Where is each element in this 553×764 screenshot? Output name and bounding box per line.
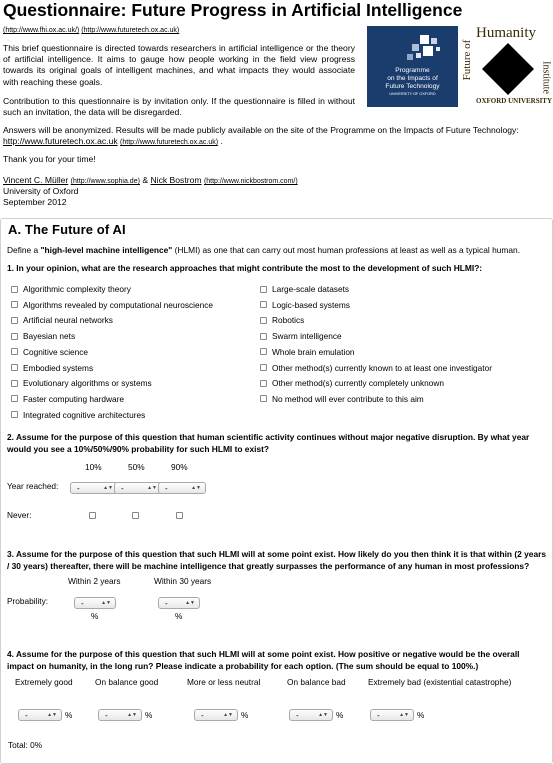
- q1-right-option[interactable]: [260, 299, 350, 311]
- q2-never-90-checkbox[interactable]: [176, 512, 183, 519]
- intro-text: This brief questionnaire is directed towards researchers in artificial intelligence or the theory of artificial intelligence. It aims to gauge how people working in the field view progress towards its original goals of intelligent machines, and what impacts they would associate with reaching these goals.: [3, 43, 355, 87]
- q1-left-option[interactable]: [11, 409, 145, 421]
- q4-col-balance-bad: On balance bad: [287, 677, 346, 687]
- q4-select-balance-bad[interactable]: - ▲▼: [289, 709, 333, 721]
- question-4: 4. Assume for the purpose of this question that such HLMI will at some point exist. How positive or negative would be the overall impact on humanity, in the long run? Please indicate a probability for each option. (The sum should be equal to 100%.): [7, 649, 520, 671]
- q4-select-extremely-good[interactable]: - ▲▼: [18, 709, 62, 721]
- author2-link[interactable]: (http://www.nickbostrom.com/): [203, 178, 298, 185]
- q1-left-option[interactable]: [11, 299, 213, 311]
- q1-right-label: Whole brain emulation: [272, 346, 355, 357]
- q1-left-checkbox[interactable]: [11, 411, 18, 418]
- q1-right-label: Logic-based systems: [272, 299, 350, 310]
- q3-pct-30years: %: [175, 611, 183, 621]
- q1-left-label: Algorithms revealed by computational neuroscience: [23, 299, 214, 310]
- futuretech-main-link[interactable]: http://www.futuretech.ox.ac.uk: [3, 136, 118, 147]
- futuretech-link[interactable]: (http://www.futuretech.ox.ac.uk): [81, 27, 180, 34]
- q2-row-year-label: Year reached:: [7, 481, 59, 491]
- q3-select-2years[interactable]: - ▲▼: [74, 597, 116, 609]
- q1-left-label: Bayesian nets: [23, 331, 76, 342]
- q4-total: Total: 0%: [8, 740, 43, 750]
- fhi-oxford-text: OXFORD UNIVERSITY: [476, 97, 553, 105]
- section-a: [0, 218, 553, 764]
- fhi-logo: [462, 26, 551, 110]
- q3-col-30years: Within 30 years: [154, 576, 212, 586]
- page-title: Questionnaire: Future Progress in Artificial Intelligence: [3, 0, 463, 20]
- q1-left-option[interactable]: [11, 346, 88, 358]
- q1-left-option[interactable]: [11, 377, 152, 389]
- q1-right-label: Large-scale datasets: [272, 284, 350, 294]
- q4-pct-5: %: [417, 710, 425, 720]
- q3-row-label: Probability:: [7, 596, 49, 606]
- pift-line3: Future Technology: [385, 83, 440, 90]
- pift-squares-icon: [367, 26, 458, 66]
- author2-name[interactable]: Nick Bostrom: [150, 175, 202, 185]
- pift-line4: UNIVERSITY OF OXFORD: [389, 92, 436, 96]
- q4-select-extremely-bad[interactable]: - ▲▼: [370, 709, 414, 721]
- q2-never-10-checkbox[interactable]: [89, 512, 96, 519]
- pift-line1: Programme: [395, 67, 430, 74]
- q1-left-checkbox[interactable]: [11, 364, 18, 371]
- q1-left-option[interactable]: [11, 314, 113, 326]
- q1-left-option[interactable]: [11, 393, 124, 405]
- q1-right-option[interactable]: [260, 393, 424, 405]
- definition-post: (HLMI) as one that can carry out most human professions at least as well as a typical human.: [172, 245, 521, 255]
- question-3: 3. Assume for the purpose of this question that such HLMI will at some point exist. How likely do you then think it is that within (2 years / 30 years) thereafter, there will be machine intelligence that greatly surpasses the performance of any human in most professions?: [7, 549, 547, 571]
- fhi-vertical-text: Future of: [461, 39, 473, 81]
- q1-right-option[interactable]: [260, 330, 342, 342]
- futuretech-small-link[interactable]: (http://www.futuretech.ox.ac.uk): [120, 139, 219, 147]
- q1-right-checkbox[interactable]: [260, 395, 267, 402]
- author1-name[interactable]: Vincent C. Müller: [3, 175, 69, 185]
- question-2: 2. Assume for the purpose of this question that human scientific activity continues without major negative disruption. By what year would you see a 10%/50%/90% probability for such HLMI to exist?: [7, 432, 530, 454]
- q1-left-label: Faster computing hardware: [23, 393, 124, 404]
- q2-col-10: 10%: [85, 462, 102, 472]
- q1-right-option[interactable]: [260, 346, 355, 358]
- q4-pct-1: %: [65, 710, 73, 720]
- q1-left-label: Embodied systems: [23, 362, 94, 373]
- fhi-institute-text: Institute: [540, 61, 552, 94]
- fhi-humanity-text: Humanity: [476, 25, 536, 41]
- contribution-text: Contribution to this questionnaire is by invitation only. If the questionnaire is filled in without such an invitation, the data will be disregarded.: [3, 96, 355, 118]
- q1-right-label: No method will ever contribute to this aim: [272, 393, 424, 404]
- date: September 2012: [3, 197, 67, 207]
- fhi-link[interactable]: (http://www.fhi.ox.ac.uk/): [3, 27, 80, 34]
- q3-col-2years: Within 2 years: [68, 576, 121, 586]
- q2-select-90[interactable]: - ▲▼: [158, 482, 206, 494]
- q1-left-checkbox[interactable]: [11, 395, 18, 402]
- section-title: A. The Future of AI: [8, 222, 126, 237]
- q1-right-label: Other method(s) currently known to at least one investigator: [272, 362, 492, 373]
- author-separator: &: [142, 175, 149, 185]
- q1-right-checkbox[interactable]: [260, 380, 267, 387]
- definition-bold: "high-level machine intelligence": [40, 245, 173, 255]
- q1-right-checkbox[interactable]: [260, 348, 267, 355]
- q1-right-label: Other method(s) currently completely unknown: [272, 378, 445, 389]
- q1-right-option[interactable]: [260, 314, 304, 326]
- q1-left-label: Algorithmic complexity theory: [23, 284, 131, 294]
- q4-select-neutral[interactable]: - ▲▼: [194, 709, 238, 721]
- q2-never-50-checkbox[interactable]: [132, 512, 139, 519]
- q1-right-checkbox[interactable]: [260, 364, 267, 371]
- q1-left-checkbox[interactable]: [11, 348, 18, 355]
- q1-left-label: Integrated cognitive architectures: [23, 409, 146, 420]
- q2-select-10[interactable]: - ▲▼: [70, 482, 118, 494]
- pift-line2: on the Impacts of: [387, 75, 438, 82]
- q4-pct-3: %: [241, 710, 249, 720]
- fhi-diamond-icon: [478, 40, 538, 100]
- author1-link[interactable]: (http://www.sophia.de): [70, 178, 140, 185]
- source-links: [3, 27, 179, 34]
- q1-left-option[interactable]: [11, 330, 75, 342]
- q2-select-50[interactable]: - ▲▼: [114, 482, 162, 494]
- q1-right-checkbox[interactable]: [260, 301, 267, 308]
- q4-col-neutral: More or less neutral: [187, 677, 261, 687]
- affiliation: University of Oxford: [3, 186, 79, 196]
- question-1: 1. In your opinion, what are the research approaches that might contribute the most to the development of such HLMI?:: [7, 263, 483, 273]
- q4-select-balance-good[interactable]: - ▲▼: [98, 709, 142, 721]
- q1-right-label: Swarm intelligence: [272, 331, 342, 342]
- q4-col-extremely-good: Extremely good: [15, 677, 73, 687]
- q2-row-never-label: Never:: [7, 510, 32, 520]
- q4-pct-2: %: [145, 710, 153, 720]
- q1-right-checkbox[interactable]: [260, 286, 267, 293]
- q1-left-option[interactable]: [11, 362, 93, 374]
- q3-select-30years[interactable]: - ▲▼: [158, 597, 200, 609]
- q1-right-option[interactable]: [260, 377, 444, 389]
- q1-left-checkbox[interactable]: [11, 333, 18, 340]
- q3-pct-2years: %: [91, 611, 99, 621]
- q1-left-label: Artificial neural networks: [23, 315, 113, 326]
- q1-left-checkbox[interactable]: [11, 301, 18, 308]
- q1-right-option[interactable]: [260, 362, 492, 374]
- q4-col-balance-good: On balance good: [95, 677, 159, 687]
- q4-col-extremely-bad: Extremely bad (existential catastrophe): [368, 677, 512, 687]
- thanks-text: Thank you for your time!: [3, 154, 96, 164]
- q1-left-option[interactable]: [11, 283, 131, 295]
- q1-left-checkbox[interactable]: [11, 286, 18, 293]
- anonymized-paragraph: Answers will be anonymized. Results will be made publicly available on the site of the Programme on the Impacts of Future Technology: http://www.futuretech.ox.ac.uk (http://www.futuretech.ox.ac.uk) .: [3, 125, 519, 147]
- q1-left-checkbox[interactable]: [11, 380, 18, 387]
- q1-left-checkbox[interactable]: [11, 317, 18, 324]
- q1-left-label: Evolutionary algorithms or systems: [23, 378, 152, 389]
- hlmi-definition: [7, 245, 520, 255]
- q2-col-90: 90%: [171, 462, 188, 472]
- q1-right-checkbox[interactable]: [260, 333, 267, 340]
- q4-pct-4: %: [336, 710, 344, 720]
- q1-left-label: Cognitive science: [23, 346, 89, 357]
- q2-col-50: 50%: [128, 462, 145, 472]
- pift-logo: [367, 26, 458, 107]
- anonymized-text: Answers will be anonymized. Results will be made publicly available on the site of the Programme on the Impacts of Future Technology:: [3, 125, 519, 135]
- q1-right-option[interactable]: [260, 283, 349, 295]
- q1-right-checkbox[interactable]: [260, 317, 267, 324]
- q1-right-label: Robotics: [272, 315, 305, 326]
- definition-pre: Define a: [7, 245, 41, 255]
